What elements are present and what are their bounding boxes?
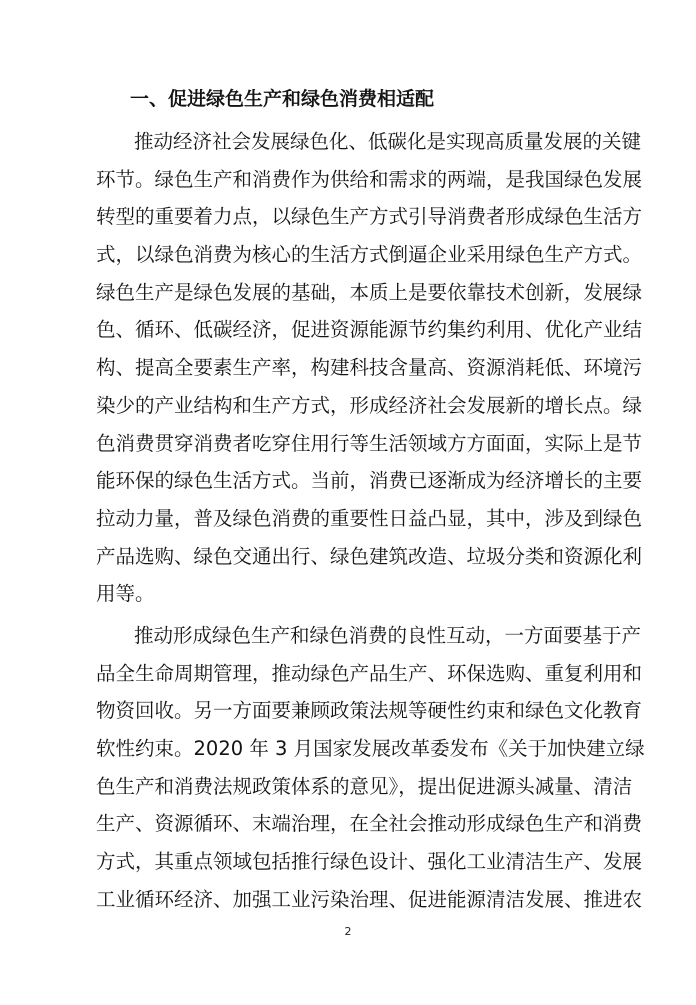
text-line: 软性约束。2020 年 3 月国家发展改革委发布《关于加快建立绿 [96,737,645,760]
text-line: 方式，其重点领域包括推行绿色设计、强化工业清洁生产、发展 [96,850,643,874]
text-line: 环节。绿色生产和消费作为供给和需求的两端，是我国绿色发展 [96,167,643,191]
text-line: 产品选购、绿色交通出行、绿色建筑改造、垃圾分类和资源化利 [96,544,643,568]
page-number: 2 [344,925,352,938]
text-line: 推动形成绿色生产和绿色消费的良性互动，一方面要基于产 [134,623,642,647]
text-line: 转型的重要着力点，以绿色生产方式引导消费者形成绿色生活方 [96,205,643,229]
text-line: 推动经济社会发展绿色化、低碳化是实现高质量发展的关键 [134,130,642,153]
text-line: 拉动力量，普及绿色消费的重要性日益凸显，其中，涉及到绿色 [96,506,643,530]
text-line: 染少的产业结构和生产方式，形成经济社会发展新的增长点。绿 [96,393,643,417]
text-line: 式，以绿色消费为核心的生活方式倒逼企业采用绿色生产方式。 [96,243,643,267]
text-line: 色生产和消费法规政策体系的意见》，提出促进源头减量、清洁 [96,774,633,798]
text-line: 色消费贯穿消费者吃穿住用行等生活领域方方面面，实际上是节 [96,431,643,455]
text-line: 生产、资源循环、末端治理，在全社会推动形成绿色生产和消费 [96,812,643,836]
text-line: 用等。 [96,582,155,606]
document-body [96,84,645,922]
text-line: 绿色生产是绿色发展的基础，本质上是要依靠技术创新，发展绿 [96,280,643,304]
text-line: 物资回收。另一方面要兼顾政策法规等硬性约束和绿色文化教育 [96,699,643,723]
text-line: 品全生命周期管理，推动绿色产品生产、环保选购、重复利用和 [96,661,643,685]
text-line: 能环保的绿色生活方式。当前，消费已逐渐成为经济增长的主要 [96,469,643,493]
text-line: 色、循环、低碳经济，促进资源能源节约集约利用、优化产业结 [96,318,643,342]
text-line: 构、提高全要素生产率，构建科技含量高、资源消耗低、环境污 [96,356,643,380]
text-line: 工业循环经济、加强工业污染治理、促进能源清洁发展、推进农 [96,887,643,911]
section-heading: 一、促进绿色生产和绿色消费相适配 [130,88,435,110]
paragraph-2 [96,617,645,919]
paragraph-1 [96,123,643,613]
